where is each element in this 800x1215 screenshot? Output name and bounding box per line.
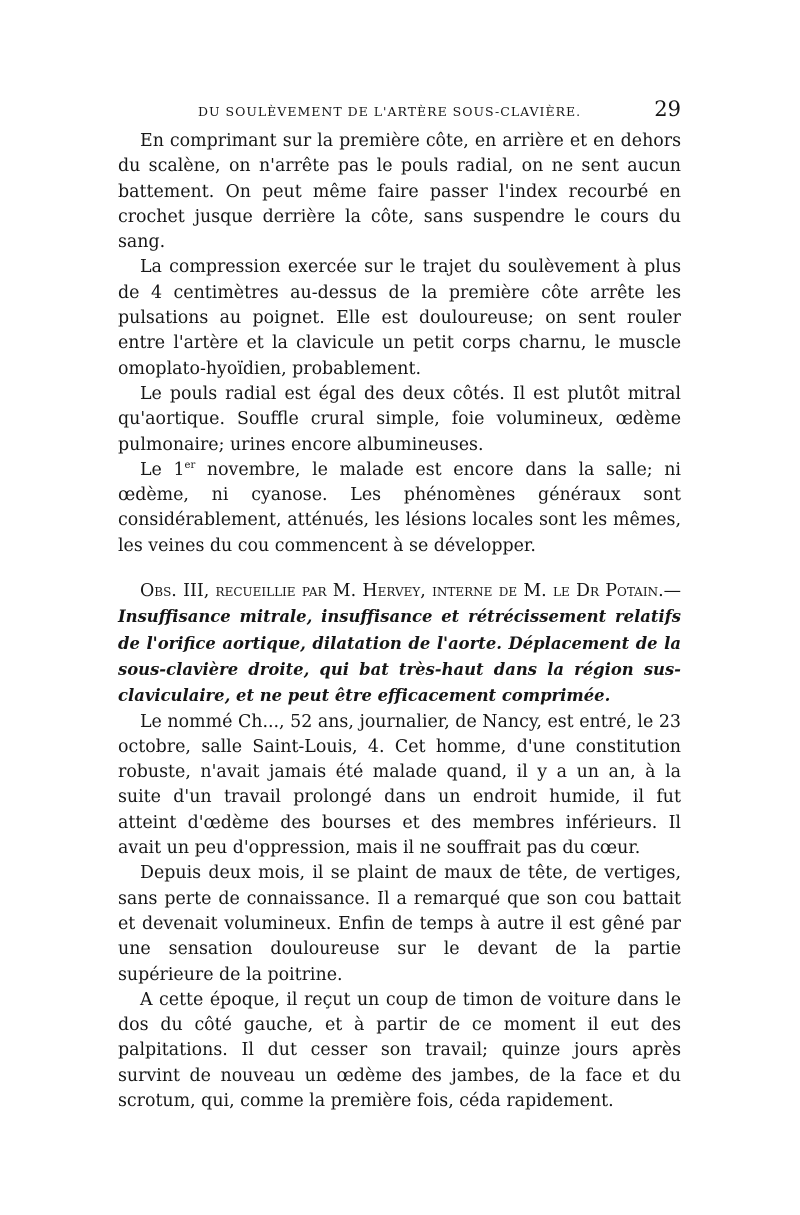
november-prefix: Le 1 xyxy=(140,459,185,480)
paragraph-injury: A cette époque, il reçut un coup de timon de voiture dans le dos du côté gauche, et à partir de ce moment il eut des palpitations. Il dut cesser son travail; quinze jours après survint de nouveau un œdème des jambes, de la face et du scrotum, qui, comme la première fois, céda rapidement. xyxy=(118,989,681,1111)
november-text: novembre, le malade est encore dans la salle; ni œdème, ni cyanose. Les phénomènes généraux sont considérablement, atténués, les lésions locales sont les mêmes, les veines du cou commencent à se développer. xyxy=(118,459,681,556)
paragraph-november xyxy=(118,458,681,559)
ordinal-superscript: er xyxy=(184,460,196,472)
running-header xyxy=(118,95,681,129)
book-page xyxy=(118,95,681,1114)
page-number: 29 xyxy=(654,97,681,121)
paragraph-compression-above: La compression exercée sur le trajet du soulèvement à plus de 4 centimètres au-dessus de la première côte arrête les pulsations au poignet. Elle est douloureuse; on sent rouler entre l'artère et la clavicule un petit corps charnu, le muscle omoplato-hyoïdien, probablement. xyxy=(118,257,681,379)
running-title: DU SOULÈVEMENT DE L'ARTÈRE SOUS-CLAVIÈRE. xyxy=(198,104,582,119)
paragraph-patient-history: Le nommé Ch..., 52 ans, journalier, de Nancy, est entré, le 23 octobre, salle Saint-Louis, 4. Cet homme, d'une constitution robuste, n'avait jamais été malade quand, il y a un an, à la suite d'un travail prolongé dans un endroit humide, il fut atteint d'œdème des bourses et des membres inférieurs. Il avait un peu d'oppression, mais il ne souffrait pas du cœur. xyxy=(118,711,681,859)
paragraph-radial-pulse: Le pouls radial est égal des deux côtés. Il est plutôt mitral qu'aortique. Souffle crural simple, foie volumineux, œdème pulmonaire; urines encore albumineuses. xyxy=(118,383,681,455)
observation-summary: Insuffisance mitrale, insuffisance et rétrécissement relatifs de l'orifice aortique, dilatation de l'aorte. Déplacement de la sous-clavière droite, qui bat très-haut dans la région sus-claviculaire, et ne peut être efficacement comprimée. xyxy=(118,607,681,706)
observation-block xyxy=(118,579,681,709)
paragraph-compression-first-rib: En comprimant sur la première côte, en arrière et en dehors du scalène, on n'arrête pas le pouls radial, on ne sent aucun battement. On peut même faire passer l'index recourbé en crochet jusque derrière la côte, sans suspendre le cours du sang. xyxy=(118,131,681,253)
paragraph-symptoms: Depuis deux mois, il se plaint de maux de tête, de vertiges, sans perte de connaissance. Il a remarqué que son cou battait et devenait volumineux. Enfin de temps à autre il est gêné par une sensation douloureuse sur le devant de la partie supérieure de la poitrine. xyxy=(118,863,681,985)
observation-heading: Obs. III, recueillie par M. Hervey, interne de M. le Dr Potain.— xyxy=(140,581,681,602)
